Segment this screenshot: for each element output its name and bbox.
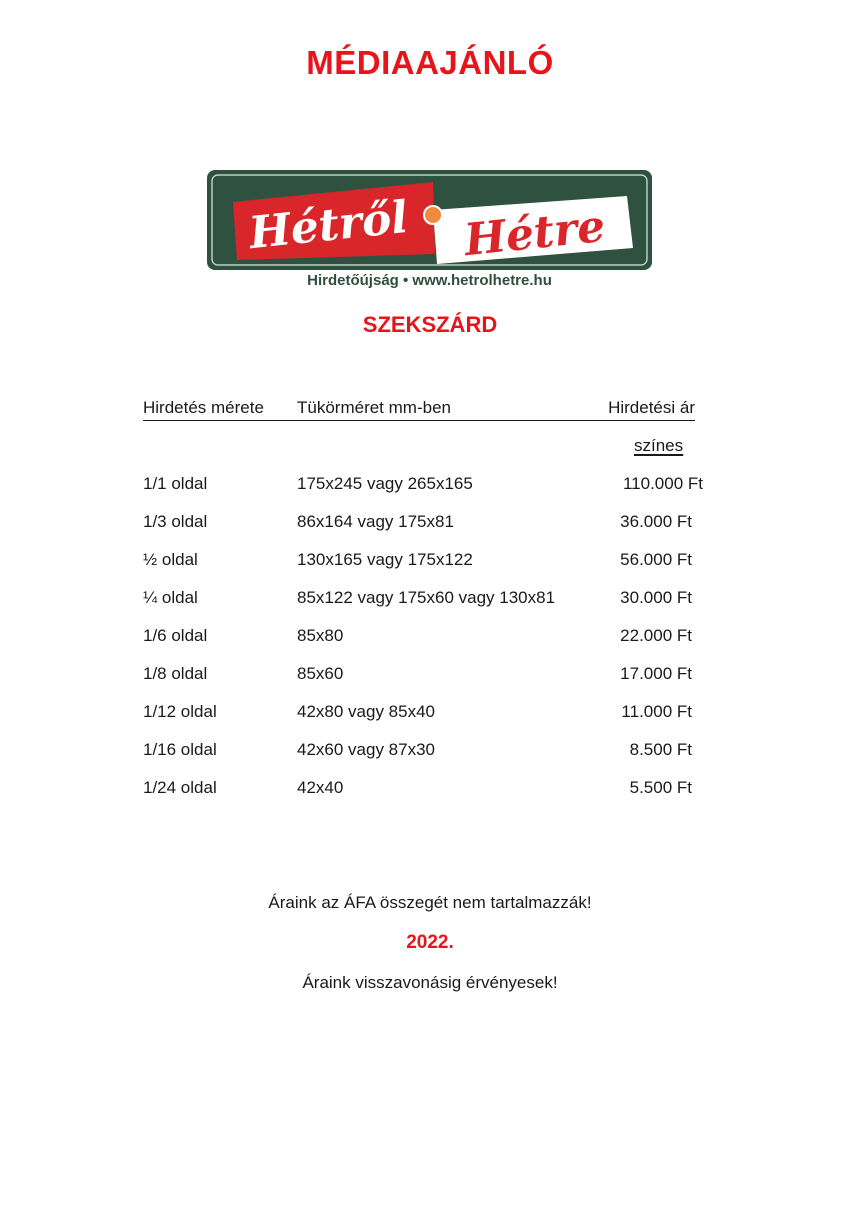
row-size: 1/24 oldal	[143, 778, 217, 797]
logo-left-word: Hétről	[246, 191, 411, 260]
table-row	[143, 664, 703, 688]
table-row	[143, 550, 703, 574]
subheader-color	[634, 436, 683, 456]
row-price: 11.000 Ft	[621, 702, 692, 721]
row-dimensions: 42x40	[297, 778, 344, 797]
row-price: 56.000 Ft	[620, 550, 692, 569]
price-table	[143, 396, 703, 797]
row-dimensions: 85x80	[297, 626, 344, 645]
vat-note: Áraink az ÁFA összegét nem tartalmazzák!	[268, 893, 592, 912]
header-price: Hirdetési ár	[608, 398, 695, 417]
row-size: 1/3 oldal	[143, 512, 208, 531]
table-header	[143, 396, 695, 421]
row-price: 8.500 Ft	[629, 740, 692, 759]
row-size: 1/6 oldal	[143, 626, 208, 645]
header-size: Hirdetés mérete	[143, 398, 264, 417]
row-price: 30.000 Ft	[620, 588, 692, 607]
hetrol-hetre-logo	[207, 170, 652, 270]
table-row	[143, 702, 703, 726]
table-row	[143, 778, 703, 802]
row-dimensions: 86x164 vagy 175x81	[297, 512, 454, 531]
row-size: 1/1 oldal	[143, 474, 208, 493]
row-dimensions: 42x80 vagy 85x40	[297, 702, 435, 721]
row-dimensions: 42x60 vagy 87x30	[297, 740, 435, 759]
row-size: 1/16 oldal	[143, 740, 217, 759]
row-dimensions: 130x165 vagy 175x122	[297, 550, 473, 569]
row-price: 17.000 Ft	[620, 664, 692, 683]
table-row	[143, 740, 703, 764]
city-heading: SZEKSZÁRD	[362, 312, 498, 337]
row-size: 1/8 oldal	[143, 664, 208, 683]
year: 2022.	[406, 932, 454, 953]
row-size: ¼ oldal	[143, 588, 198, 607]
row-size: ½ oldal	[143, 550, 198, 569]
subheader-label: színes	[634, 436, 684, 455]
validity-note: Áraink visszavonásig érvényesek!	[302, 973, 558, 992]
row-price: 36.000 Ft	[620, 512, 692, 531]
row-size: 1/12 oldal	[143, 702, 217, 721]
row-price: 110.000 Ft	[622, 474, 703, 493]
page-title: MÉDIAAJÁNLÓ	[306, 44, 554, 81]
row-dimensions: 85x122 vagy 175x60 vagy 130x81	[297, 588, 556, 607]
row-price: 5.500 Ft	[629, 778, 692, 797]
table-row	[143, 626, 703, 650]
logo-tagline: Hirdetőújság • www.hetrolhetre.hu	[307, 272, 552, 289]
row-price: 22.000 Ft	[620, 626, 692, 645]
table-row	[143, 474, 703, 498]
table-row	[143, 512, 703, 536]
table-row	[143, 588, 703, 612]
header-dimensions: Tükörméret mm-ben	[297, 398, 451, 417]
row-dimensions: 175x245 vagy 265x165	[297, 474, 473, 493]
logo-right-word: Hétre	[461, 200, 608, 267]
row-dimensions: 85x60	[297, 664, 344, 683]
